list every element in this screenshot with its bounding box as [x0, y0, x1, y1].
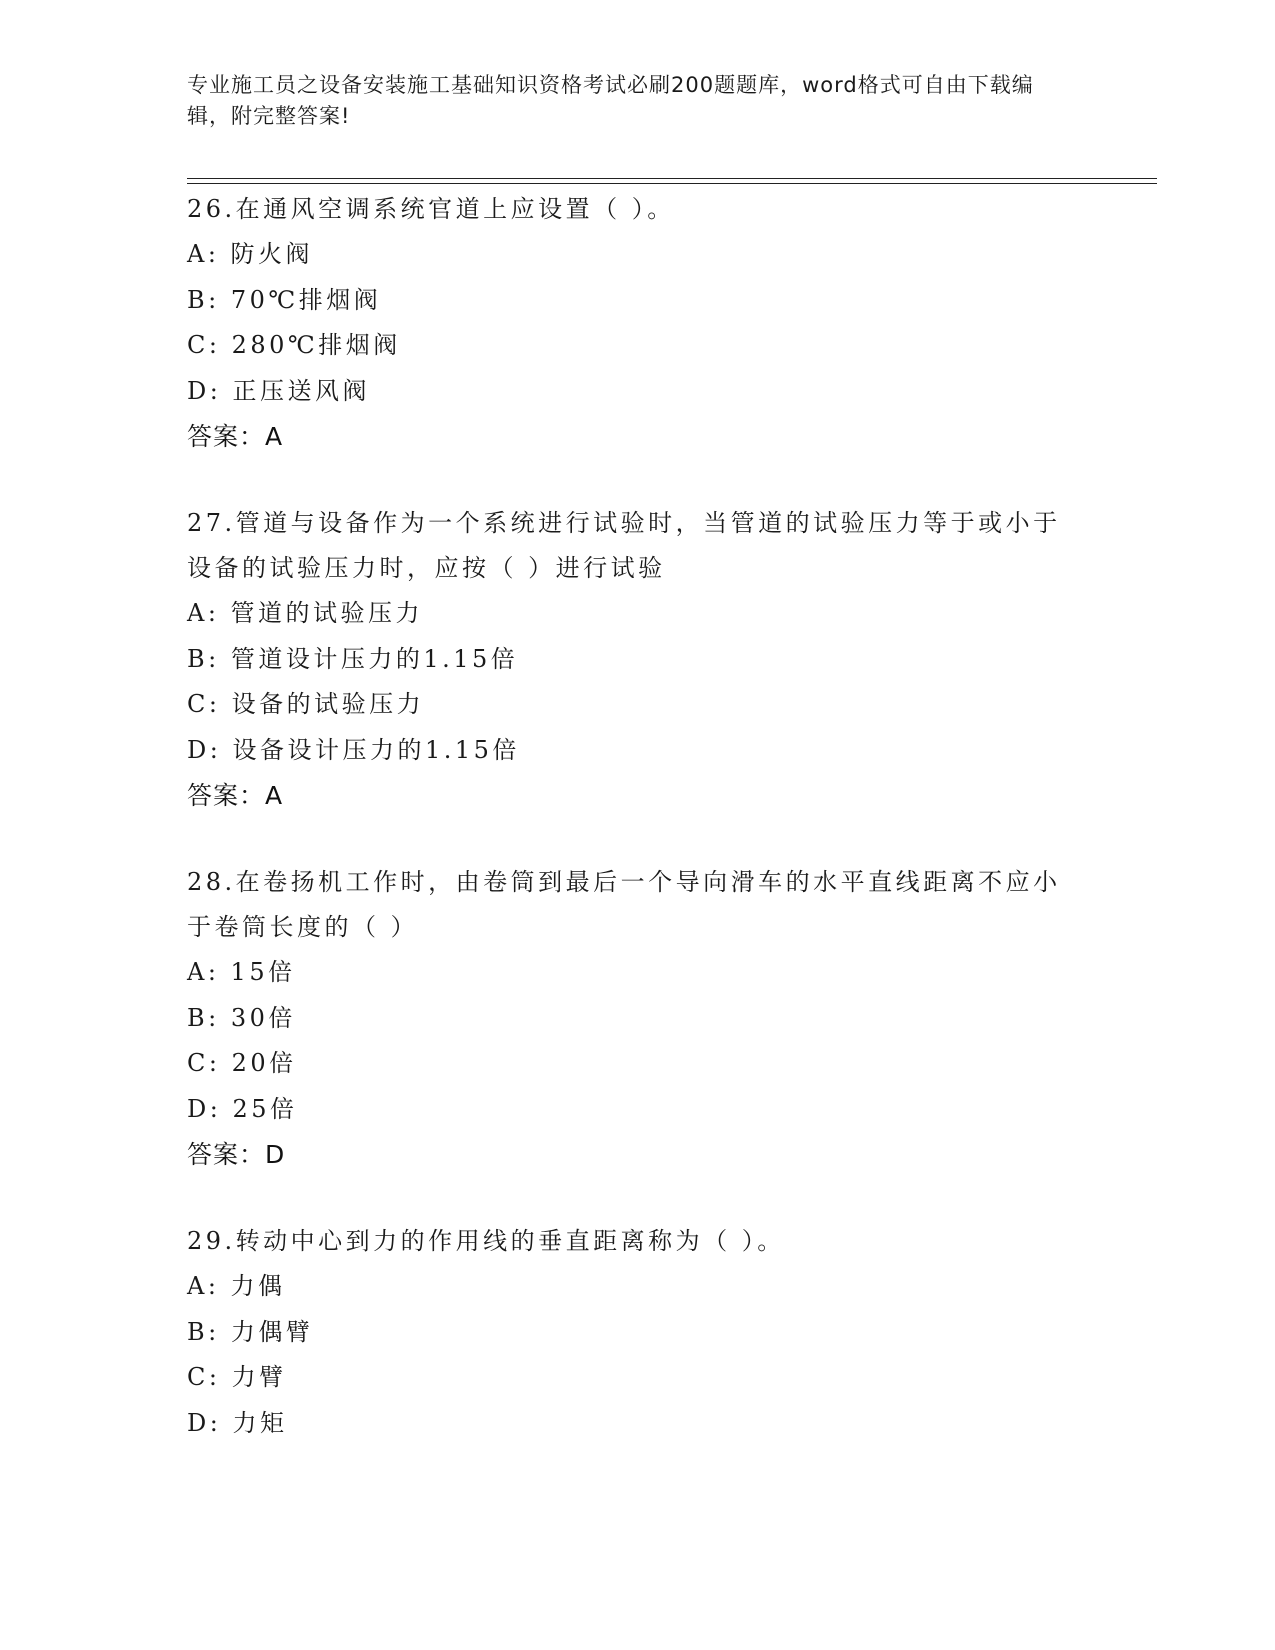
option-d: D: 正压送风阀	[187, 376, 370, 405]
question-list	[187, 187, 1087, 1487]
question-26	[187, 187, 1087, 460]
option-c: C: 设备的试验压力	[187, 690, 425, 718]
question-stem: 28.在卷扬机工作时，由卷筒到最后一个导向滑车的水平直线距离不应小于卷筒长度的（ ）	[187, 868, 1061, 941]
question-stem: 29.转动中心到力的作用线的垂直距离称为（ ）。	[187, 1227, 785, 1255]
question-stem: 27.管道与设备作为一个系统进行试验时，当管道的试验压力等于或小于设备的试验压力时，应按（ ）进行试验	[187, 509, 1061, 582]
question-29	[187, 1219, 1087, 1446]
option-b: B: 30倍	[187, 1003, 296, 1032]
option-c: C: 280℃排烟阀	[187, 331, 401, 359]
option-b: B: 70℃排烟阀	[187, 285, 382, 314]
option-a: A: 管道的试验压力	[187, 599, 424, 627]
answer-line: 答案：D	[187, 1140, 286, 1169]
option-b: B: 力偶臂	[187, 1317, 314, 1346]
option-c: C: 力臂	[187, 1363, 287, 1391]
answer-line: 答案：A	[187, 422, 284, 451]
header-rule-bottom	[187, 183, 1157, 184]
answer-line: 答案：A	[187, 781, 284, 810]
option-a: A: 力偶	[187, 1272, 286, 1300]
header-rule-top	[187, 178, 1157, 179]
option-c: C: 20倍	[187, 1049, 297, 1077]
option-b: B: 管道设计压力的1.15倍	[187, 644, 519, 673]
question-28	[187, 860, 1087, 1178]
option-a: A: 防火阀	[187, 240, 314, 268]
option-d: D: 设备设计压力的1.15倍	[187, 735, 520, 764]
option-a: A: 15倍	[187, 958, 296, 986]
question-stem: 26.在通风空调系统官道上应设置（ ）。	[187, 195, 675, 223]
question-27	[187, 501, 1087, 819]
document-header: 专业施工员之设备安装施工基础知识资格考试必刷200题题库，word格式可自由下载编辑，附完整答案!	[187, 73, 1034, 128]
option-d: D: 力矩	[187, 1408, 288, 1437]
option-d: D: 25倍	[187, 1094, 298, 1123]
